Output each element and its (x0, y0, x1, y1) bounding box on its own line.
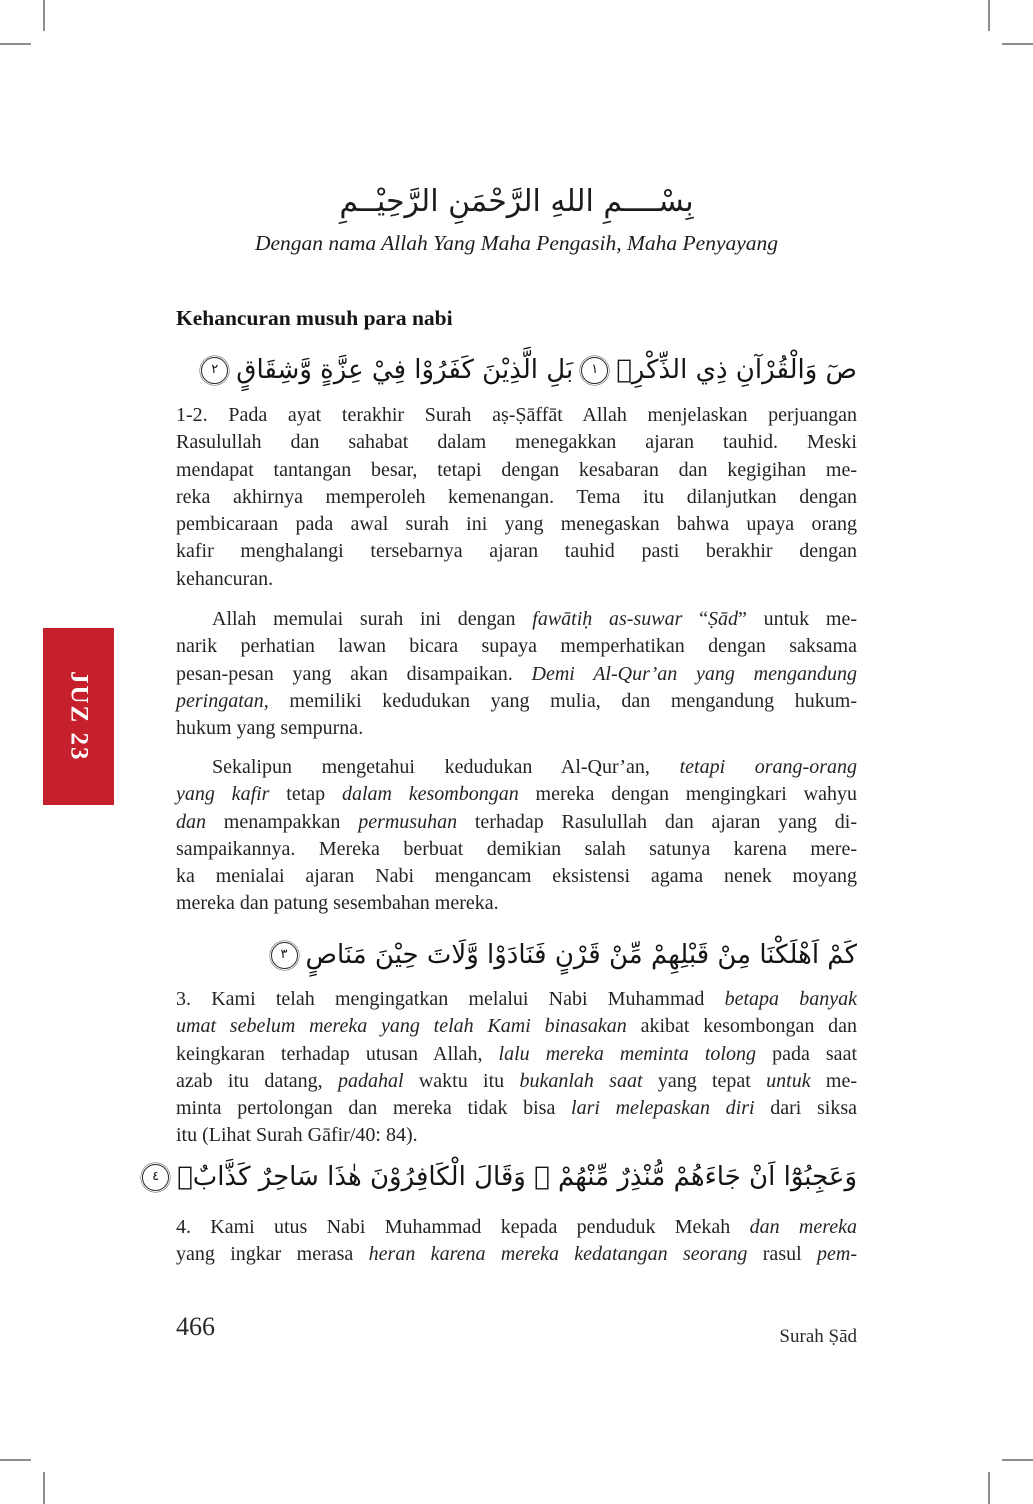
text-run: yang ingkar merasa (176, 1243, 369, 1266)
arabic-verse-text: كَمْ اَهْلَكْنَا مِنْ قَبْلِهِمْ مِّنْ قَرْنٍ فَنَادَوْا وَّلَاتَ حِيْنَ مَنَاصٍ (305, 940, 857, 970)
text-line (176, 1068, 857, 1095)
paragraph-tafsir-sekalipun (176, 754, 857, 918)
text-run: dari siksa (754, 1097, 857, 1120)
text-line (176, 633, 857, 660)
italic-text-run: lari melepaskan diri (571, 1097, 755, 1120)
text-line (176, 661, 857, 688)
arabic-verse-text: صٓ وَالْقُرْآنِ ذِي الذِّكْرِۗ (616, 355, 857, 385)
text-run: pesan-pesan yang akan disampaikan. (176, 662, 532, 685)
italic-text-run: umat sebelum mereka yang telah Kami binasakan (176, 1015, 627, 1038)
basmalah-calligraphy: بِسْــــمِ اللهِ الرَّحْمَنِ الرَّحِيْــمِ (339, 184, 694, 219)
text-run: Sekalipun mengetahui kedudukan Al-Qur’an, (212, 756, 680, 778)
italic-text-run: dalam kesombongan (341, 783, 519, 806)
text-line (176, 606, 857, 633)
text-run: terhadap Rasulullah dan ajaran yang di- (457, 810, 857, 833)
text-run: 4. Kami utus Nabi Muhammad kepada penduduk Mekah (176, 1216, 750, 1238)
ayah-number-medallion: ٢ (201, 357, 228, 384)
arabic-verse-3 (176, 928, 857, 982)
text-run: rasul (747, 1243, 818, 1266)
text-run: akibat kesombongan dan (626, 1015, 857, 1038)
text-run: mendapat tantangan besar, tetapi dengan kesabaran dan kegigihan me- (176, 458, 857, 481)
italic-text-run: Ṣād (708, 608, 738, 630)
paragraph-tafsir-fawatih (176, 606, 857, 742)
text-line (176, 715, 857, 742)
juz-tab-label: JUZ 23 (65, 671, 93, 762)
text-run: me- (810, 1069, 858, 1092)
crop-mark-bottom-left-horizontal (0, 1459, 31, 1461)
crop-mark-top-left-vertical (43, 0, 45, 31)
text-run: 3. Kami telah mengingatkan melalui Nabi Muhammad (176, 988, 725, 1010)
text-line (176, 754, 857, 781)
text-run: azab itu datang, (176, 1069, 338, 1092)
ayah-number-medallion: ٣ (271, 942, 298, 969)
text-run: itu (Lihat Surah Gāfir/40: 84). (176, 1124, 418, 1147)
text-line (176, 511, 857, 538)
running-footer-surah-name: Surah Ṣād (779, 1326, 857, 1347)
text-line (176, 781, 857, 808)
text-run: Rasulullah dan sahabat dalam menegakkan ajaran tauhid. Meski (176, 431, 857, 454)
page-number: 466 (176, 1312, 215, 1341)
text-run: ” untuk me- (738, 608, 857, 630)
paragraph-tafsir-4 (176, 1214, 857, 1269)
italic-text-run: bukanlah saat (519, 1069, 643, 1092)
text-line (176, 863, 857, 890)
italic-text-run: Demi Al-Qur’an yang mengandung (531, 662, 858, 685)
text-run: Allah memulai surah ini dengan (212, 608, 533, 630)
text-line (176, 688, 857, 715)
text-line (176, 429, 857, 456)
text-run: waktu itu (403, 1069, 520, 1092)
crop-mark-top-right-vertical (988, 0, 990, 31)
text-run: hukum yang sempurna. (176, 717, 364, 740)
italic-text-run: yang kafir (176, 783, 270, 806)
italic-text-run: tetapi orang-orang (679, 756, 857, 778)
arabic-verse-1-2 (176, 343, 857, 397)
text-run: “ (682, 608, 708, 630)
text-line (176, 1041, 857, 1068)
text-run: 1-2. Pada ayat terakhir Surah aṣ-Ṣāffāt Allah menjelaskan perjuangan (176, 404, 857, 426)
text-line (176, 484, 857, 511)
text-line (176, 1214, 857, 1241)
text-line (176, 566, 857, 593)
text-line (176, 836, 857, 863)
text-run: keingkaran terhadap utusan Allah, (176, 1042, 499, 1065)
text-line (176, 986, 857, 1013)
text-line (176, 890, 857, 917)
text-line (176, 457, 857, 484)
crop-mark-bottom-left-vertical (43, 1472, 45, 1504)
text-run: pembicaraan pada awal surah ini yang menegaskan bahwa upaya orang (176, 513, 857, 536)
text-line (176, 1095, 857, 1122)
crop-mark-top-right-horizontal (1002, 43, 1033, 45)
text-line (176, 1013, 857, 1040)
crop-mark-bottom-right-vertical (988, 1472, 990, 1504)
italic-text-run: fawātiḥ as-suwar (532, 608, 683, 630)
text-run: mereka dengan mengingkari wahyu (518, 783, 857, 806)
section-heading: Kehancuran musuh para nabi (176, 306, 453, 330)
text-run: minta pertolongan dan mereka tidak bisa (176, 1097, 572, 1120)
crop-mark-top-left-horizontal (0, 43, 31, 45)
text-run: sampaikannya. Mereka berbuat demikian salah satunya karena mere- (176, 837, 857, 860)
italic-text-run: padahal (337, 1069, 404, 1092)
paragraph-tafsir-3 (176, 986, 857, 1150)
italic-text-run: heran karena mereka kedatangan seorang (368, 1243, 748, 1266)
italic-text-run: dan (176, 810, 206, 833)
ayah-number-medallion: ٤ (142, 1164, 169, 1191)
arabic-verse-4 (152, 1150, 857, 1204)
text-line (176, 538, 857, 565)
text-line (176, 1241, 857, 1268)
italic-text-run: lalu mereka meminta tolong (498, 1042, 756, 1065)
text-run: memiliki kedudukan yang mulia, dan mengandung hukum- (268, 689, 857, 712)
arabic-verse-text: بَلِ الَّذِيْنَ كَفَرُوْا فِيْ عِزَّةٍ وَّشِقَاقٍ (236, 355, 574, 385)
text-run: yang tepat (642, 1069, 767, 1092)
text-line (176, 809, 857, 836)
crop-mark-bottom-right-horizontal (1002, 1459, 1033, 1461)
basmalah-translation: Dengan nama Allah Yang Maha Pengasih, Maha Penyayang (254, 231, 779, 255)
text-run: mereka dan patung sesembahan mereka. (176, 892, 499, 915)
arabic-verse-text: وَعَجِبُوْٓا اَنْ جَاءَهُمْ مُّنْذِرٌ مِّنْهُمْ ۖ وَقَالَ الْكَافِرُوْنَ هٰذَا سَاحِرٌ كَذَّابٌۚ (177, 1162, 857, 1192)
paragraph-tafsir-1-2 (176, 402, 857, 593)
italic-text-run: dan mereka (749, 1216, 857, 1238)
text-run: pada saat (756, 1042, 857, 1065)
text-run: kehancuran. (176, 567, 274, 590)
ayah-number-medallion: ١ (581, 357, 608, 384)
text-line (176, 402, 857, 429)
text-run: menampakkan (206, 810, 359, 833)
italic-text-run: betapa banyak (724, 988, 858, 1010)
text-run: reka akhirnya memperoleh kemenangan. Tema itu dilanjutkan dengan (176, 485, 857, 508)
juz-tab (43, 628, 114, 805)
text-run: kafir menghalangi tersebarnya ajaran tauhid pasti berakhir dengan (176, 540, 857, 563)
text-run: tetap (269, 783, 342, 806)
italic-text-run: pem- (817, 1243, 857, 1266)
text-run: ka menialai ajaran Nabi mengancam eksistensi agama nenek moyang (176, 865, 857, 888)
italic-text-run: untuk (766, 1069, 811, 1092)
italic-text-run: permusuhan (358, 810, 458, 833)
italic-text-run: peringatan, (176, 689, 269, 712)
text-line (176, 1122, 857, 1149)
text-run: narik perhatian lawan bicara supaya memperhatikan dengan saksama (176, 635, 857, 658)
